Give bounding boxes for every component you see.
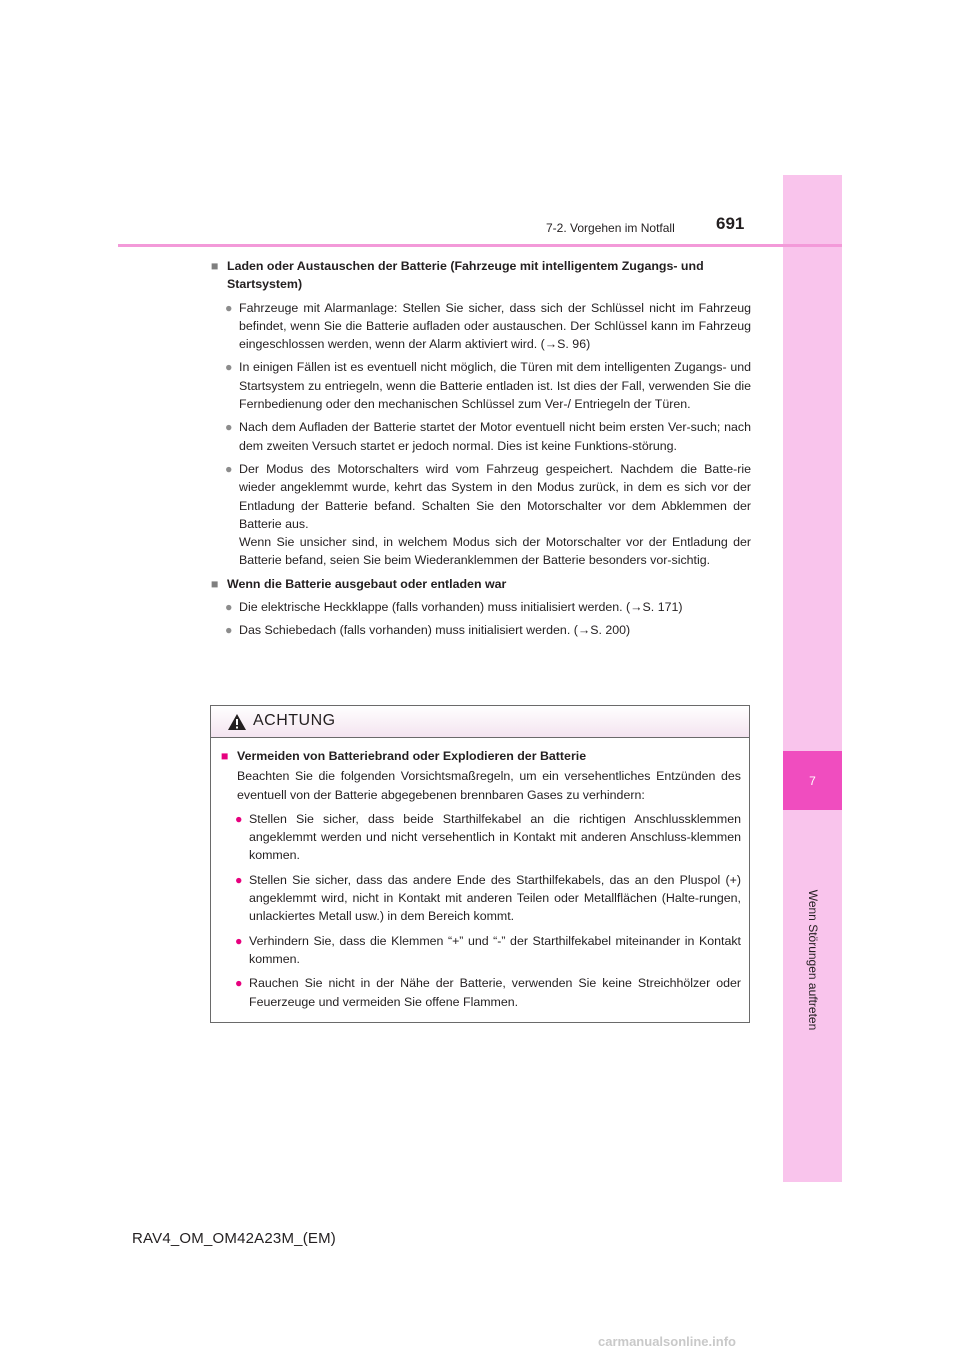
- document-id: RAV4_OM_OM42A23M_(EM): [132, 1230, 336, 1247]
- warning-title: ACHTUNG: [253, 712, 336, 730]
- warning-header: [211, 706, 749, 738]
- warning-item: [235, 932, 741, 969]
- square-bullet-icon: ■: [211, 576, 219, 591]
- list-item: [225, 460, 751, 570]
- list-item: [225, 299, 751, 354]
- list-item-text: Das Schiebedach (falls vorhanden) muss initialisiert werden. (→S. 200): [239, 623, 631, 638]
- bullet-icon: ●: [235, 976, 243, 991]
- section-title: 7-2. Vorgehen im Notfall: [546, 221, 675, 235]
- bullet-icon: ●: [225, 600, 233, 615]
- warning-item: [235, 974, 741, 1011]
- section-heading: [211, 257, 751, 294]
- chapter-number-tab: 7: [783, 751, 842, 810]
- warning-intro: Beachten Sie die folgenden Vorsichtsmaßregeln, um ein versehentliches Entzünden des eventuell von der Batterie abgegebenen brennbaren Gases zu verhindern:: [237, 769, 741, 802]
- bullet-icon: ●: [225, 461, 233, 476]
- warning-item-text: Stellen Sie sicher, dass das andere Ende des Starthilfekabels, das an den Pluspol (+) angeklemmt wird, nicht in Kontakt mit anderen Teilen oder Metallflächen (Halte-rungen, unlackiertes Metall usw.) in dem Bereich kommt.: [249, 872, 741, 924]
- bullet-icon: ●: [235, 933, 243, 948]
- bullet-icon: ●: [235, 811, 243, 826]
- warning-item: [235, 810, 741, 865]
- list-item: [225, 358, 751, 413]
- warning-body: [211, 738, 749, 1011]
- list-item-text: Die elektrische Heckklappe (falls vorhanden) muss initialisiert werden. (→S. 171): [239, 600, 683, 615]
- page-number: 691: [716, 214, 745, 233]
- list-item-text: Fahrzeuge mit Alarmanlage: Stellen Sie sicher, dass sich der Schlüssel nicht im Fahrzeug befindet, wenn Sie die Batterie aufladen oder austauschen. Der Schlüssel kann im Fahrzeug eingeschlossen werden, wenn der Alarm aktiviert wird. (→S. 96): [239, 300, 751, 352]
- warning-triangle-icon: [227, 713, 247, 731]
- list-item: [225, 418, 751, 455]
- section-heading: [211, 575, 751, 593]
- watermark: carmanualsonline.info: [598, 1334, 736, 1349]
- list-item-text: Nach dem Aufladen der Batterie startet der Motor eventuell nicht beim ersten Ver-such; nach dem zweiten Versuch startet er jedoch normal. Dies ist keine Funktions-störung.: [239, 420, 751, 453]
- warning-item-text: Rauchen Sie nicht in der Nähe der Batterie, verwenden Sie keine Streichhölzer oder Feuerzeuge und vermeiden Sie offene Flammen.: [249, 976, 741, 1009]
- warning-item-text: Verhindern Sie, dass die Klemmen “+” und “-” der Starthilfekabel miteinander in Kontakt kommen.: [249, 933, 741, 966]
- list-item-paragraph: Der Modus des Motorschalters wird vom Fahrzeug gespeichert. Nachdem die Batte-rie wieder angeklemmt wurde, kehrt das System in den Modus zurück, in dem es sich vor der Entladung der Batterie befand. Schalten Sie den Motorschalter vor dem Abklemmen der Batterie aus.: [239, 461, 751, 531]
- list-item-text: [239, 460, 751, 570]
- bullet-icon: ●: [225, 623, 233, 638]
- list-item: [225, 621, 751, 639]
- bullet-icon: ●: [225, 420, 233, 435]
- header-rule: [118, 244, 842, 247]
- square-bullet-icon: ■: [221, 749, 229, 763]
- warning-item-text: Stellen Sie sicher, dass beide Starthilfekabel an die richtigen Anschlussklemmen angeklemmt werden und nicht versehentlich in Kontakt mit anderen Anschluss-klemmen kommen.: [249, 811, 741, 863]
- list-item: [225, 598, 751, 616]
- main-content: [211, 252, 751, 640]
- list-item-paragraph: Wenn Sie unsicher sind, in welchem Modus sich der Motorschalter vor der Entladung der Batterie befand, seien Sie beim Wiederanklemmen der Batterie besonders vor-sichtig.: [239, 535, 751, 568]
- bullet-icon: ●: [235, 872, 243, 887]
- warning-box: [210, 705, 750, 1023]
- square-bullet-icon: ■: [211, 259, 219, 273]
- section-heading-text: Laden oder Austauschen der Batterie (Fahrzeuge mit intelligentem Zugangs- und Startsystem): [227, 259, 704, 292]
- list-item-text: In einigen Fällen ist es eventuell nicht möglich, die Türen mit dem intelligenten Zugangs- und Startsystem zu entriegeln, wenn die Batterie entladen ist. Ist dies der Fall, verwenden Sie die Fernbedienung oder den mechanischen Schlüssel zum Ver-/ Entriegeln der Türen.: [239, 360, 751, 412]
- chapter-label: Wenn Störungen auftreten: [806, 889, 820, 1031]
- warning-heading: [221, 747, 741, 765]
- bullet-icon: ●: [225, 360, 233, 375]
- warning-item: [235, 871, 741, 926]
- warning-heading-text: Vermeiden von Batteriebrand oder Explodieren der Batterie: [237, 749, 587, 763]
- section-heading-text: Wenn die Batterie ausgebaut oder entladen war: [227, 576, 507, 591]
- side-tab: [783, 175, 842, 1182]
- bullet-icon: ●: [225, 300, 233, 315]
